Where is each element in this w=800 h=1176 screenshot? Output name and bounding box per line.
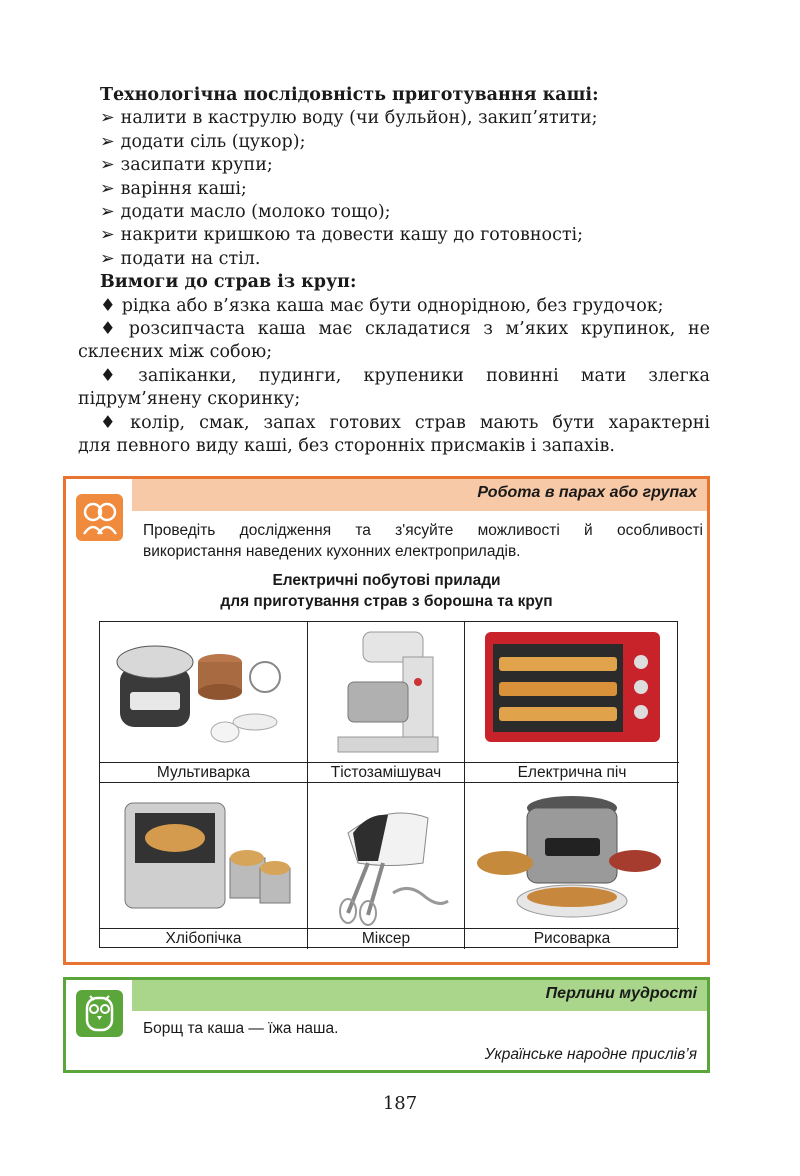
process-step: ➢ варіння каші;: [100, 178, 247, 199]
appliance-label: Хлібопічка: [100, 928, 308, 949]
process-step: ➢ додати масло (молоко тощо);: [100, 202, 391, 223]
electric-oven-icon: [465, 622, 679, 762]
requirement-item: ♦ рідка або в’язка каша має бути однорідною, без грудочок;: [100, 295, 664, 316]
appliance-label: Рисоварка: [465, 928, 679, 949]
requirement-item: ♦ колір, смак, запах готових страв мають бути характерні: [100, 412, 710, 433]
proverb-source: Українське народне прислів’я: [484, 1046, 697, 1063]
page-number: 187: [382, 1093, 418, 1114]
bread-maker-icon: [100, 783, 308, 928]
appliances-caption: Електричні побутові прилади для приготування страв з борошна та круп: [220, 572, 553, 610]
hand-mixer-icon: [308, 783, 465, 928]
requirement-item-cont: для певного виду каші, без сторонніх присмаків і запахів.: [78, 436, 615, 457]
appliance-label: Тістозамішувач: [308, 762, 465, 783]
wisdom-header: Перлини мудрості: [132, 980, 707, 1011]
group-work-box: [63, 476, 710, 965]
proverb-text: Борщ та каша — їжа наша.: [143, 1020, 339, 1037]
wisdom-box: [63, 977, 710, 1073]
group-work-icon: [76, 494, 123, 541]
group-work-header: Робота в парах або групах: [132, 479, 707, 511]
requirement-item: ♦ запіканки, пудинги, крупеники повинні мати злегка: [100, 365, 710, 386]
process-step: ➢ засипати крупи;: [100, 155, 273, 176]
task-description: Проведіть дослідження та з'ясуйте можливості й особливості використання наведених кухонних електроприладів.: [143, 522, 703, 560]
dough-mixer-icon: [308, 622, 465, 762]
appliance-label: Мультиварка: [100, 762, 308, 783]
process-step: ➢ налити в каструлю воду (чи бульйон), закип’ятити;: [100, 108, 598, 129]
multicooker-icon: [100, 622, 308, 762]
requirement-item-cont: склеєних між собою;: [78, 342, 273, 363]
requirement-item-cont: підрум’янену скоринку;: [78, 389, 301, 410]
process-step: ➢ подати на стіл.: [100, 248, 261, 269]
requirement-item: ♦ розсипчаста каша має складатися з м’яких крупинок, не: [100, 319, 710, 340]
rice-cooker-icon: [465, 783, 679, 928]
appliances-table: [99, 621, 678, 948]
appliance-label: Міксер: [308, 928, 465, 949]
process-step: ➢ накрити кришкою та довести кашу до готовності;: [100, 225, 584, 246]
appliance-label: Електрична піч: [465, 762, 679, 783]
process-title: Технологічна послідовність приготування каші:: [100, 85, 599, 105]
requirements-title: Вимоги до страв із круп:: [100, 272, 357, 293]
process-step: ➢ додати сіль (цукор);: [100, 131, 306, 152]
owl-icon: [76, 990, 123, 1037]
main-text: [78, 84, 710, 459]
